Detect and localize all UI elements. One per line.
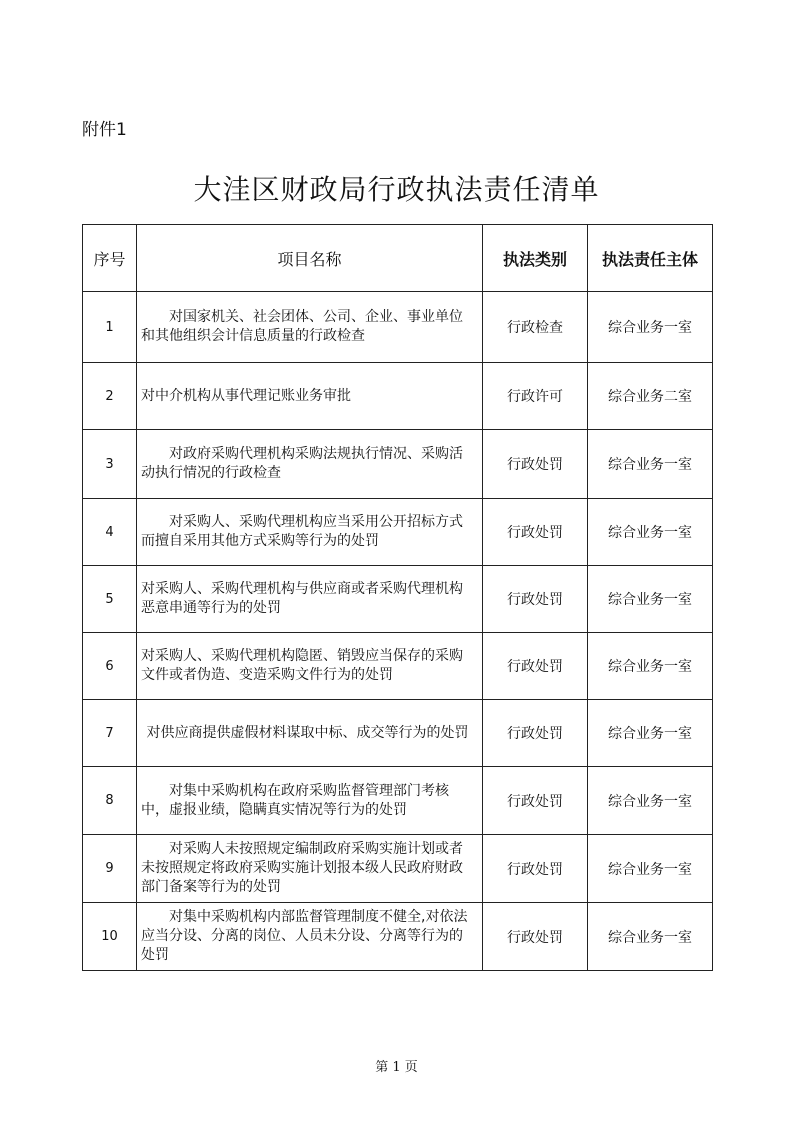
table-row bbox=[83, 835, 713, 903]
row-category: 行政许可 bbox=[483, 363, 588, 430]
row-no: 9 bbox=[83, 835, 137, 903]
row-category: 行政处罚 bbox=[483, 633, 588, 700]
table-row bbox=[83, 566, 713, 633]
row-item-name: 对集中采购机构内部监督管理制度不健全,对依法应当分设、分离的岗位、人员未分设、分离等行为的处罚 bbox=[137, 903, 483, 971]
row-responsible-body: 综合业务一室 bbox=[588, 903, 713, 971]
row-category: 行政处罚 bbox=[483, 835, 588, 903]
row-item-name: 对采购人未按照规定编制政府采购实施计划或者未按照规定将政府采购实施计划报本级人民政府财政部门备案等行为的处罚 bbox=[137, 835, 483, 903]
row-item-name: 对采购人、采购代理机构应当采用公开招标方式而擅自采用其他方式采购等行为的处罚 bbox=[137, 499, 483, 566]
row-category: 行政处罚 bbox=[483, 566, 588, 633]
table-header-row bbox=[83, 225, 713, 292]
row-responsible-body: 综合业务一室 bbox=[588, 767, 713, 835]
row-item-name: 对采购人、采购代理机构隐匿、销毁应当保存的采购文件或者伪造、变造采购文件行为的处罚 bbox=[137, 633, 483, 700]
table-row bbox=[83, 903, 713, 971]
row-responsible-body: 综合业务一室 bbox=[588, 835, 713, 903]
row-responsible-body: 综合业务一室 bbox=[588, 292, 713, 363]
row-item-name: 对国家机关、社会团体、公司、企业、事业单位和其他组织会计信息质量的行政检查 bbox=[137, 292, 483, 363]
header-no: 序号 bbox=[83, 225, 137, 292]
row-category: 行政处罚 bbox=[483, 499, 588, 566]
row-category: 行政处罚 bbox=[483, 767, 588, 835]
row-no: 7 bbox=[83, 700, 137, 767]
row-no: 1 bbox=[83, 292, 137, 363]
page-number: 第 1 页 bbox=[375, 1060, 418, 1075]
row-no: 5 bbox=[83, 566, 137, 633]
row-item-name: 对中介机构从事代理记账业务审批 bbox=[137, 363, 483, 430]
row-no: 2 bbox=[83, 363, 137, 430]
row-item-name: 对集中采购机构在政府采购监督管理部门考核中，虚报业绩，隐瞒真实情况等行为的处罚 bbox=[137, 767, 483, 835]
row-item-name: 对供应商提供虚假材料谋取中标、成交等行为的处罚 bbox=[137, 700, 483, 767]
row-category: 行政处罚 bbox=[483, 430, 588, 499]
table-row bbox=[83, 430, 713, 499]
row-no: 3 bbox=[83, 430, 137, 499]
table-row bbox=[83, 633, 713, 700]
header-body: 执法责任主体 bbox=[588, 225, 713, 292]
row-responsible-body: 综合业务一室 bbox=[588, 430, 713, 499]
row-category: 行政处罚 bbox=[483, 903, 588, 971]
row-responsible-body: 综合业务二室 bbox=[588, 363, 713, 430]
row-responsible-body: 综合业务一室 bbox=[588, 566, 713, 633]
row-no: 10 bbox=[83, 903, 137, 971]
table-row bbox=[83, 700, 713, 767]
table-row bbox=[83, 363, 713, 430]
responsibility-table bbox=[82, 224, 713, 971]
table-row bbox=[83, 767, 713, 835]
row-no: 8 bbox=[83, 767, 137, 835]
row-no: 4 bbox=[83, 499, 137, 566]
header-name: 项目名称 bbox=[137, 225, 483, 292]
page-title: 大洼区财政局行政执法责任清单 bbox=[193, 173, 600, 206]
header-category: 执法类别 bbox=[483, 225, 588, 292]
row-item-name: 对采购人、采购代理机构与供应商或者采购代理机构恶意串通等行为的处罚 bbox=[137, 566, 483, 633]
row-category: 行政处罚 bbox=[483, 700, 588, 767]
row-item-name: 对政府采购代理机构采购法规执行情况、采购活动执行情况的行政检查 bbox=[137, 430, 483, 499]
attachment-label: 附件1 bbox=[82, 120, 127, 140]
table-row bbox=[83, 499, 713, 566]
row-responsible-body: 综合业务一室 bbox=[588, 700, 713, 767]
table-row bbox=[83, 292, 713, 363]
row-no: 6 bbox=[83, 633, 137, 700]
row-responsible-body: 综合业务一室 bbox=[588, 633, 713, 700]
row-category: 行政检查 bbox=[483, 292, 588, 363]
row-responsible-body: 综合业务一室 bbox=[588, 499, 713, 566]
